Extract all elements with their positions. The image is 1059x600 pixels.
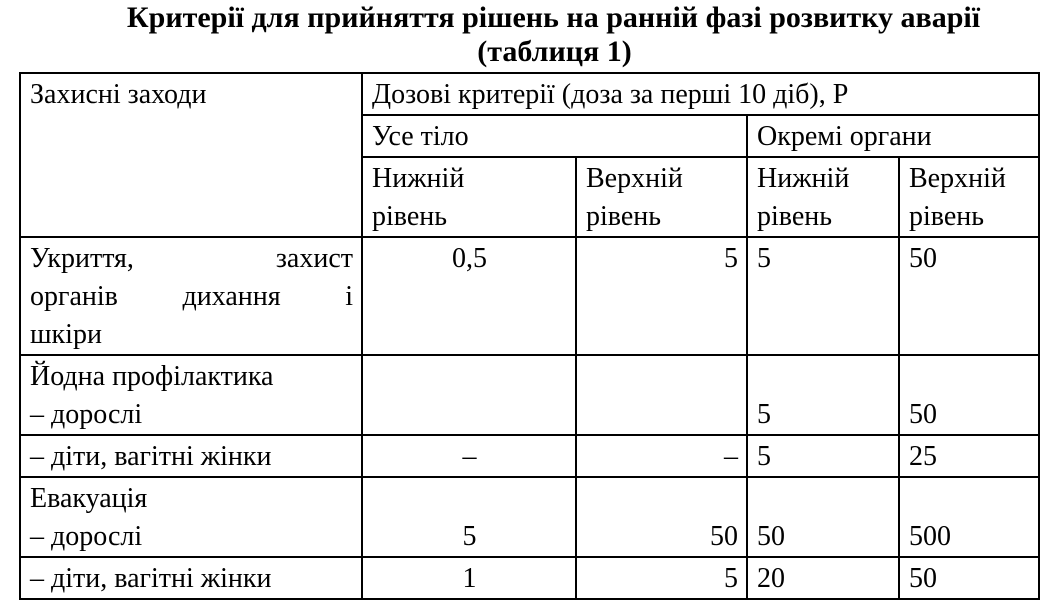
- header-organs-lower: Нижній рівень: [747, 157, 899, 237]
- row-evacuation-adults-label: Евакуація – дорослі: [20, 477, 362, 557]
- row-iodine-adults-org-high: 50: [899, 355, 1039, 435]
- row-evacuation-children-wb-low: 1: [362, 557, 576, 599]
- row-shelter-wb-high: 5: [576, 237, 747, 355]
- row-evacuation-children-label: – діти, вагітні жінки: [20, 557, 362, 599]
- table-title: Критерії для прийняття рішень на ранній фазі розвитку аварії: [126, 1, 981, 34]
- row-iodine-children-wb-low: –: [362, 435, 576, 477]
- header-organs-upper: Верхній рівень: [899, 157, 1039, 237]
- row-iodine-adults-wb-low: [362, 355, 576, 435]
- header-separate-organs: Окремі органи: [747, 115, 1039, 157]
- header-dose-criteria: Дозові критерії (доза за перші 10 діб), Р: [362, 73, 1039, 115]
- row-evacuation-adults-org-high: 500: [899, 477, 1039, 557]
- row-evacuation-adults-wb-low: 5: [362, 477, 576, 557]
- row-evacuation-children-org-high: 50: [899, 557, 1039, 599]
- row-evacuation-children-org-low: 20: [747, 557, 899, 599]
- row-evacuation-adults-wb-high: 50: [576, 477, 747, 557]
- row-shelter-label: Укриття, захист органів дихання і шкіри: [20, 237, 362, 355]
- row-evacuation-children-wb-high: 5: [576, 557, 747, 599]
- criteria-table: [19, 72, 1040, 600]
- row-iodine-children-org-high: 25: [899, 435, 1039, 477]
- row-shelter-org-low: 5: [747, 237, 899, 355]
- header-whole-body-upper: Верхній рівень: [576, 157, 747, 237]
- row-iodine-adults-wb-high: [576, 355, 747, 435]
- row-iodine-adults-org-low: 5: [747, 355, 899, 435]
- row-iodine-children-wb-high: –: [576, 435, 747, 477]
- header-whole-body-lower: Нижній рівень: [362, 157, 576, 237]
- row-shelter-org-high: 50: [899, 237, 1039, 355]
- row-iodine-children-label: – діти, вагітні жінки: [20, 435, 362, 477]
- row-evacuation-adults-org-low: 50: [747, 477, 899, 557]
- row-iodine-children-org-low: 5: [747, 435, 899, 477]
- header-protective-measures: Захисні заходи: [20, 73, 362, 237]
- row-shelter-wb-low: 0,5: [362, 237, 576, 355]
- table-number: (таблиця 1): [477, 35, 632, 68]
- row-iodine-adults-label: Йодна профілактика – дорослі: [20, 355, 362, 435]
- header-whole-body: Усе тіло: [362, 115, 747, 157]
